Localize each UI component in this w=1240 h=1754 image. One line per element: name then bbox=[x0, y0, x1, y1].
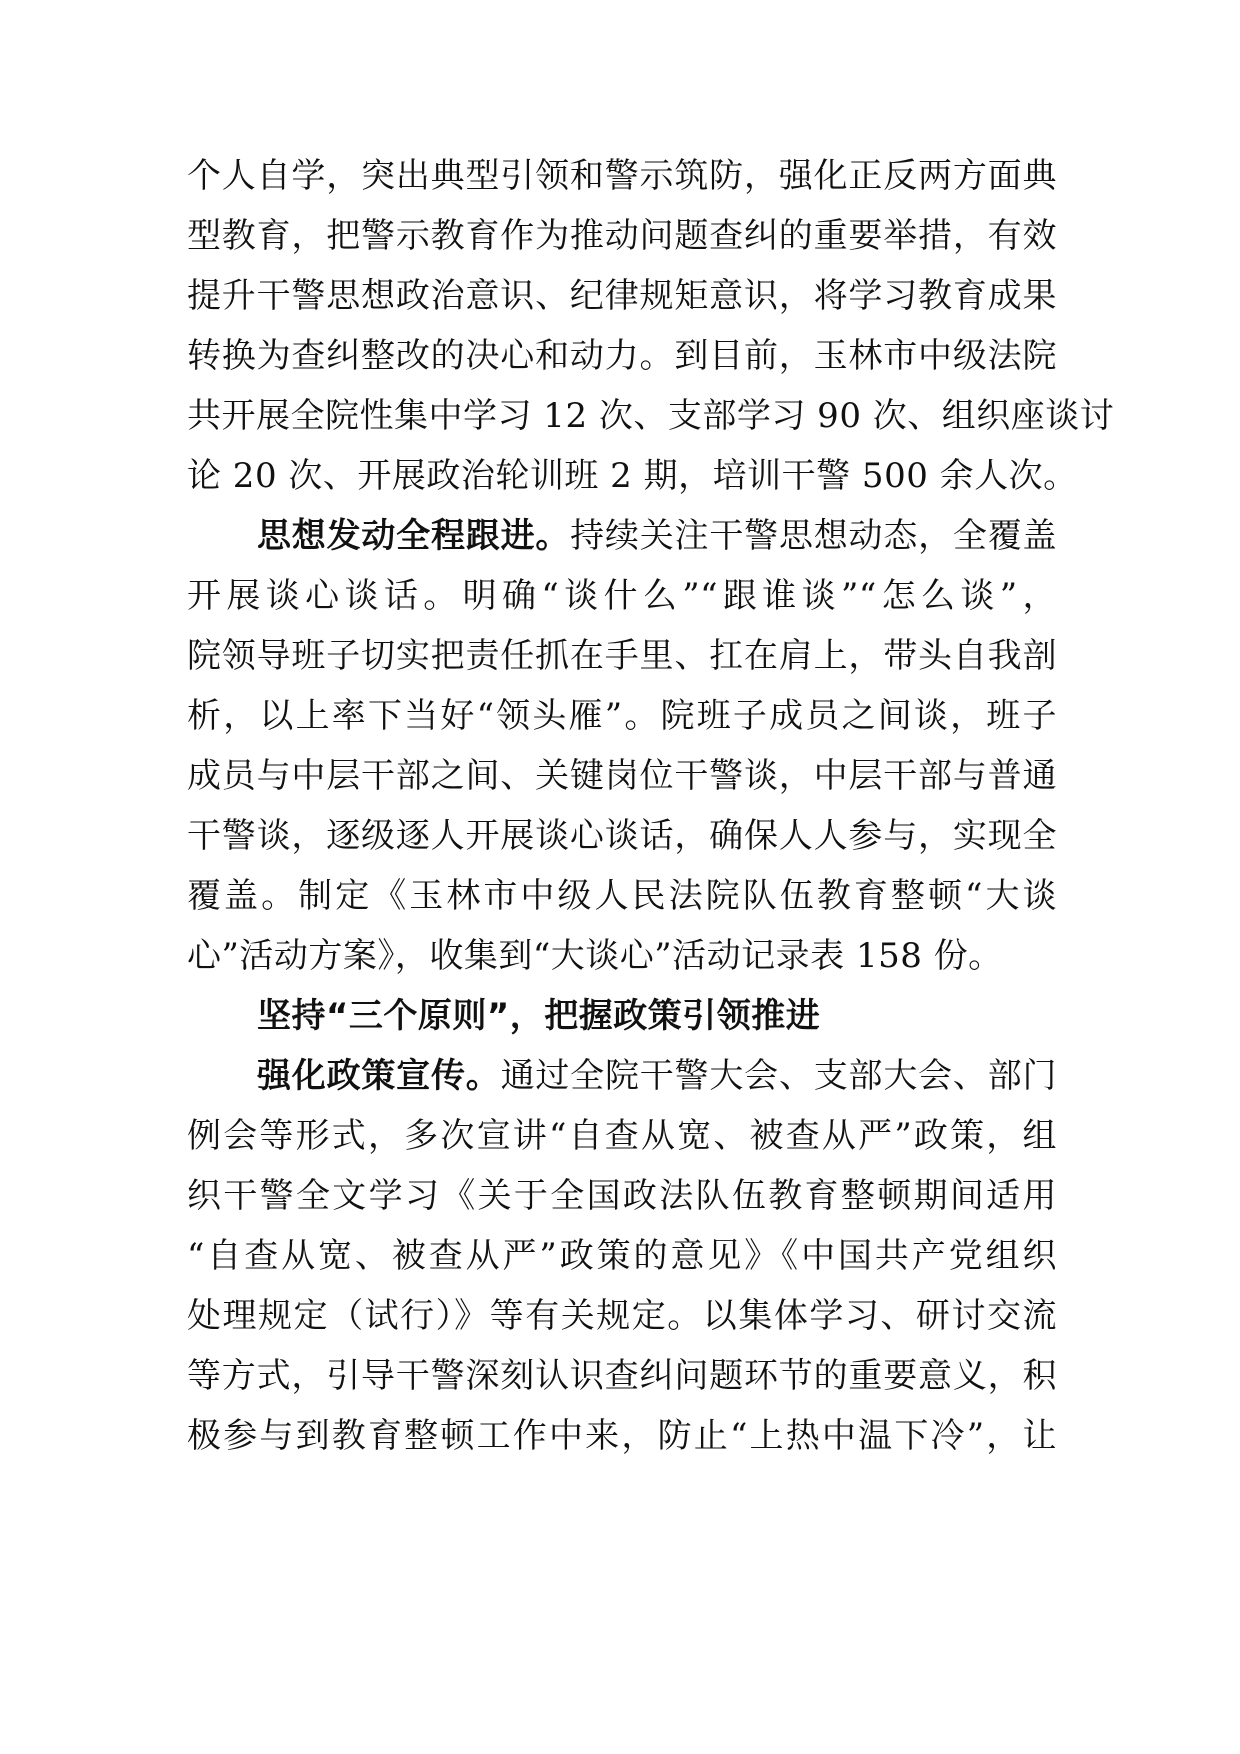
text-line: 处理规定（试行）》等有关规定。以集体学习、研讨交流 bbox=[187, 1296, 1057, 1336]
paragraph-heading: 强化政策宣传。 bbox=[257, 1056, 501, 1096]
text-line: 个人自学，突出典型引领和警示筑防，强化正反两方面典 bbox=[187, 156, 1057, 196]
text-line: 院领导班子切实把责任抓在手里、扛在肩上，带头自我剖 bbox=[187, 636, 1057, 676]
paragraph-heading: 思想发动全程跟进。 bbox=[257, 516, 571, 556]
text-line: 例会等形式，多次宣讲“自查从宽、被查从严”政策，组 bbox=[187, 1116, 1057, 1156]
text-line: 覆盖。制定《玉林市中级人民法院队伍教育整顿“大谈 bbox=[187, 876, 1057, 916]
paragraph-heading-line: 思想发动全程跟进。持续关注干警思想动态，全覆盖 bbox=[257, 516, 1058, 556]
section-heading: 坚持“三个原则”，把握政策引领推进 bbox=[257, 996, 821, 1036]
text-line: 型教育，把警示教育作为推动问题查纠的重要举措，有效 bbox=[187, 216, 1057, 256]
text-line: 极参与到教育整顿工作中来，防止“上热中温下冷”，让 bbox=[187, 1416, 1057, 1456]
text-line: 析，以上率下当好“领头雁”。院班子成员之间谈，班子 bbox=[187, 696, 1057, 736]
text-line: 等方式，引导干警深刻认识查纠问题环节的重要意义，积 bbox=[187, 1356, 1057, 1396]
text-line: 共开展全院性集中学习 12 次、支部学习 90 次、组织座谈讨 bbox=[187, 396, 1115, 436]
text-line: 论 20 次、开展政治轮训班 2 期，培训干警 500 余人次。 bbox=[187, 456, 1078, 496]
text-line: 提升干警思想政治意识、纪律规矩意识，将学习教育成果 bbox=[187, 276, 1057, 316]
text-line: 转换为查纠整改的决心和动力。到目前，玉林市中级法院 bbox=[187, 336, 1057, 376]
text-line: “自查从宽、被查从严”政策的意见》《中国共产党组织 bbox=[187, 1236, 1057, 1276]
text-line: 干警谈，逐级逐人开展谈心谈话，确保人人参与，实现全 bbox=[187, 816, 1057, 856]
text-line: 心”活动方案》，收集到“大谈心”活动记录表 158 份。 bbox=[187, 936, 1003, 976]
text-line: 开展谈心谈话。明确“谈什么”“跟谁谈”“怎么谈”， bbox=[187, 576, 1057, 616]
paragraph-heading-line: 强化政策宣传。通过全院干警大会、支部大会、部门 bbox=[257, 1056, 1058, 1096]
text-line: 成员与中层干部之间、关键岗位干警谈，中层干部与普通 bbox=[187, 756, 1057, 796]
text-line: 织干警全文学习《关于全国政法队伍教育整顿期间适用 bbox=[187, 1176, 1057, 1216]
